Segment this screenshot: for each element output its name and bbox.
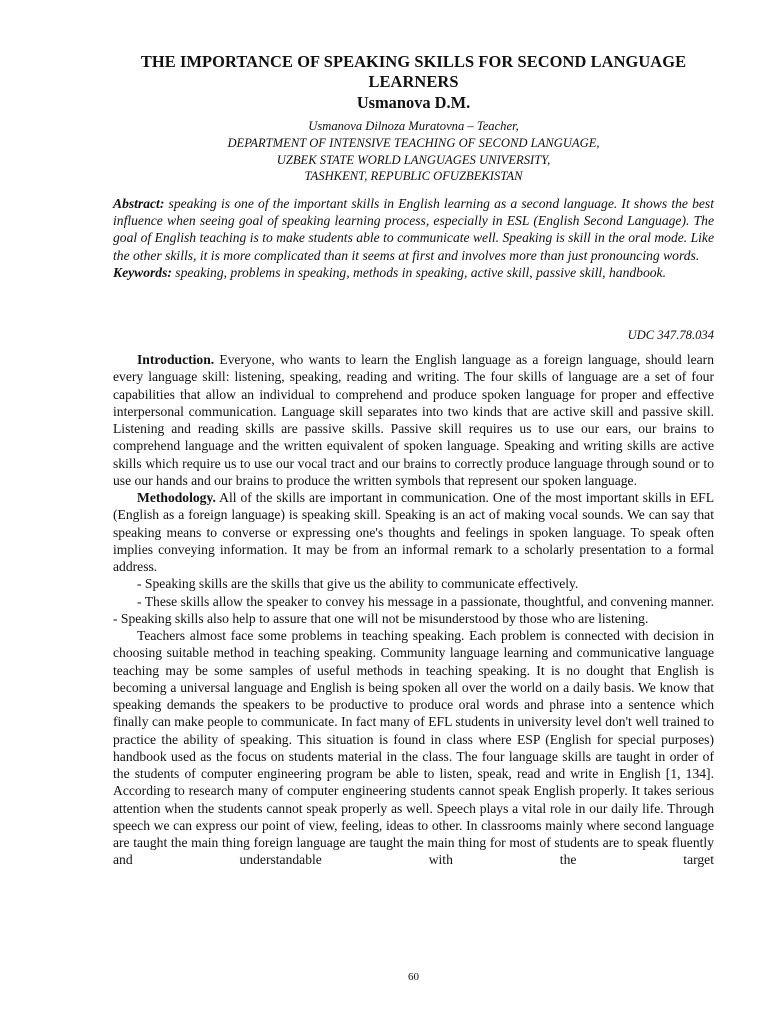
teachers-paragraph: Teachers almost face some problems in teaching speaking. Each problem is connected with decision in choosing suitable method in teaching speaking. Community language learning and communicative language teaching may be some samples of useful methods in teaching speaking. It is no dought that English is becoming a universal language and English is being spoken all over the world on a daily basis. We know that speaking demands the speakers to be productive to produce oral words and phrase into a sentence which finally can make people to communicate. In fact many of EFL students in university level don't well trained to practice the ability of speaking. This situation is found in class where ESP (English for special purposes) handbook used as the focus on students material in the class. The four language skills are taught in order of the students of computer engineering program be able to listen, speak, read and write in English [1, 134]. According to research many of computer engineering students cannot speak English properly. It takes serious attention when the students cannot speak properly as well. Speech plays a vital role in our daily life. Through speech we can express our point of view, feeling, ideas to other. In classrooms mainly where second language are taught the main thing foreign language are taught the main thing for most of students are to speak fluently and understandable with the target	[113, 628, 714, 868]
author-name: Usmanova D.M.	[356, 93, 471, 112]
affiliation-line: DEPARTMENT OF INTENSIVE TEACHING OF SECOND LANGUAGE,	[227, 135, 600, 150]
paper-title: THE IMPORTANCE OF SPEAKING SKILLS FOR SECOND LANGUAGE LEARNERS	[140, 52, 687, 91]
section-heading: Methodology.	[137, 490, 216, 505]
abstract-paragraph	[113, 195, 714, 264]
section-text: All of the skills are important in communication. One of the most important skills in EFL (English as a foreign language) is speaking skill. Speaking is an act of making vocal sounds. We can say that speaking means to converse or expressing one's thoughts and feelings in spoken language. To speak often implies conveying information. It may be from an informal remark to a scholarly presentation to a formal address.	[113, 490, 714, 574]
keywords-paragraph	[113, 264, 714, 281]
bullet-item: - These skills allow the speaker to convey his message in a passionate, thoughtful, and convening manner. - Speaking skills also help to assure that one will not be misunderstood by those who are listening.	[113, 593, 714, 626]
keywords-text: speaking, problems in speaking, methods in speaking, active skill, passive skill, handbook.	[171, 264, 666, 280]
keywords-label: Keywords:	[113, 264, 172, 280]
section-heading: Introduction.	[137, 352, 215, 367]
section-text: Everyone, who wants to learn the English language as a foreign language, should learn every language skill: listening, speaking, reading and writing. The four skills of language are a set of four capabilities that allow an individual to comprehend and produce spoken language for proper and effective interpersonal communication. Language skill separates into two kinds that are active skill and passive skill. Listening and reading skills are passive skills. Passive skill requires us to use our ears, our brains to comprehend language and the written equivalent of spoken language. Speaking and writing skills are active skills which require us to use our vocal tract and our brains to correctly produce language through sound or to use our hands and our brains to produce the written symbols that represent our spoken language.	[113, 352, 714, 488]
page-number: 60	[408, 971, 419, 983]
methodology-paragraph	[113, 489, 714, 575]
abstract-text: speaking is one of the important skills in English learning as a second language. It shows the best influence when seeing goal of speaking learning process, especially in ESL (English Second Language). The goal of English teaching is to make students able to communicate well. Speaking is skill in the oral mode. Like the other skills, it is more complicated than it seems at first and involves more than just pronouncing words.	[113, 196, 714, 263]
body-text	[113, 351, 714, 869]
abstract-block	[113, 195, 714, 281]
bullet-item: - Speaking skills are the skills that give us the ability to communicate effectively.	[137, 576, 579, 592]
abstract-label: Abstract:	[113, 196, 165, 211]
affiliation-line: TASHKENT, REPUBLIC OFUZBEKISTAN	[304, 169, 523, 184]
author-affiliation	[113, 118, 714, 185]
udc-code: UDC 347.78.034	[627, 328, 714, 342]
introduction-paragraph	[113, 351, 714, 489]
affiliation-line: UZBEK STATE WORLD LANGUAGES UNIVERSITY,	[276, 152, 551, 167]
affiliation-line: Usmanova Dilnoza Muratovna – Teacher,	[308, 119, 519, 133]
